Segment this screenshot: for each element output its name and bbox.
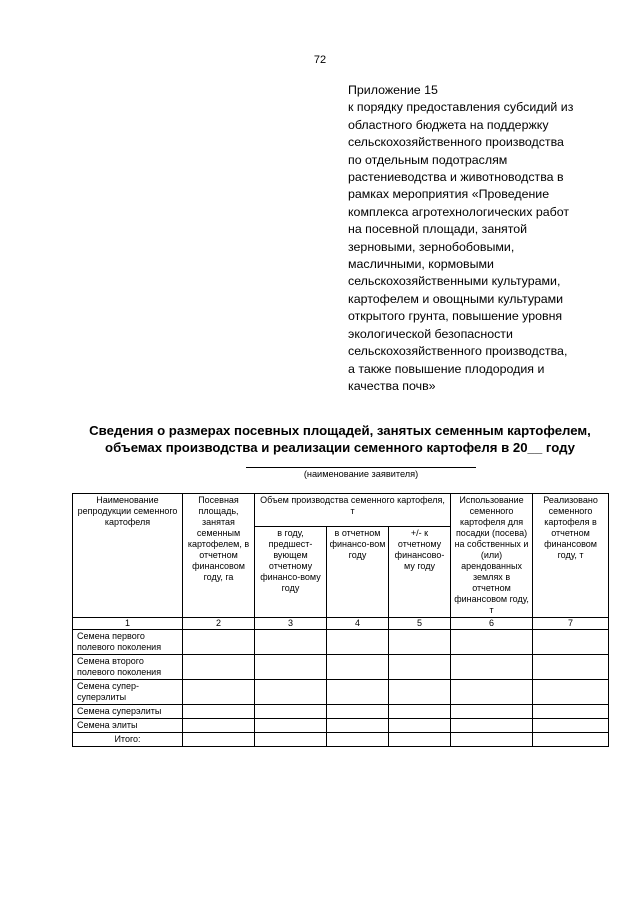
row-label: Семена суперэлиты: [73, 705, 183, 719]
column-number: 3: [255, 618, 327, 630]
table-cell[interactable]: [533, 680, 609, 705]
column-number: 1: [73, 618, 183, 630]
table-cell[interactable]: [255, 705, 327, 719]
header-usage: Использование семенного картофеля для посадки (посева) на собственных и (или) арендованных землях в отчетном финансовом году, т: [451, 494, 533, 618]
header-reporting-year: в отчетном финансо-вом году: [327, 526, 389, 617]
appendix-line: зерновыми, зернобобовыми,: [348, 239, 515, 254]
appendix-line: комплекса агротехнологических работ: [348, 204, 570, 219]
document-title-line2: объемах производства и реализации семенного картофеля в 20__ году: [105, 439, 575, 455]
appendix-line: по отдельным подотраслям: [348, 152, 508, 167]
appendix-line: областного бюджета на поддержку: [348, 117, 549, 132]
table-cell[interactable]: [451, 705, 533, 719]
table-cell[interactable]: [389, 705, 451, 719]
appendix-line: сельскохозяйственными культурами,: [348, 274, 561, 289]
appendix-line: качества почв»: [348, 378, 436, 393]
column-number: 2: [183, 618, 255, 630]
table-cell[interactable]: [451, 733, 533, 747]
row-label: Семена элиты: [73, 719, 183, 733]
table-cell[interactable]: [327, 655, 389, 680]
table-cell[interactable]: [327, 630, 389, 655]
document-title-line1: Сведения о размерах посевных площадей, занятых семенным картофелем,: [89, 423, 591, 438]
appendix-line: масличными, кормовыми: [348, 257, 494, 272]
table-cell[interactable]: [183, 655, 255, 680]
applicant-name-line: [246, 467, 476, 468]
table-cell[interactable]: [533, 655, 609, 680]
table-cell[interactable]: [451, 630, 533, 655]
appendix-line: экологической безопасности: [348, 326, 513, 341]
table-cell[interactable]: [255, 733, 327, 747]
table-cell[interactable]: [389, 655, 451, 680]
applicant-caption: (наименование заявителя): [303, 469, 419, 479]
table-row: [73, 655, 609, 680]
table-cell[interactable]: [327, 719, 389, 733]
column-number: 4: [327, 618, 389, 630]
table-row: [73, 705, 609, 719]
appendix-line: картофелем и овощными культурами: [348, 291, 564, 306]
document-title: [60, 423, 620, 456]
appendix-line: открытого грунта, повышение уровня: [348, 309, 563, 324]
table-cell[interactable]: [183, 680, 255, 705]
table-cell[interactable]: [255, 630, 327, 655]
row-label: Семена первого полевого поколения: [73, 630, 183, 655]
appendix-line: рамках мероприятия «Проведение: [348, 187, 550, 202]
table-row: [73, 719, 609, 733]
table-cell[interactable]: [255, 719, 327, 733]
header-sown-area: Посевная площадь, занятая семенным картофелем, в отчетном финансовом году, га: [183, 494, 255, 618]
appendix-line: сельскохозяйственного производства: [348, 135, 564, 150]
header-previous-year: в году, предшест-вующем отчетному финансо-вому году: [255, 526, 327, 617]
table-cell[interactable]: [451, 655, 533, 680]
table-row: [73, 680, 609, 705]
data-table: [72, 493, 609, 747]
total-label: Итого:: [73, 733, 183, 747]
appendix-line: а также повышение плодородия и: [348, 361, 545, 376]
table-cell[interactable]: [183, 630, 255, 655]
column-number-row: [73, 618, 609, 630]
table-cell[interactable]: [327, 680, 389, 705]
row-label: Семена второго полевого поколения: [73, 655, 183, 680]
table-cell[interactable]: [533, 630, 609, 655]
table-cell[interactable]: [533, 719, 609, 733]
table-cell[interactable]: [327, 733, 389, 747]
appendix-line: сельскохозяйственного производства,: [348, 344, 568, 359]
table-cell[interactable]: [451, 719, 533, 733]
header-sold: Реализовано семенного картофеля в отчетном финансовом году, т: [533, 494, 609, 618]
column-number: 5: [389, 618, 451, 630]
header-change: +/- к отчетному финансово-му году: [389, 526, 451, 617]
table-cell[interactable]: [327, 705, 389, 719]
table-cell[interactable]: [183, 733, 255, 747]
header-production-volume: Объем производства семенного картофеля, т: [255, 494, 451, 527]
total-row: [73, 733, 609, 747]
header-reproduction: Наименование репродукции семенного картофеля: [73, 494, 183, 618]
table-cell[interactable]: [451, 680, 533, 705]
table-cell[interactable]: [255, 680, 327, 705]
table-cell[interactable]: [389, 719, 451, 733]
table-cell[interactable]: [533, 733, 609, 747]
page-number: 72: [313, 54, 327, 66]
appendix-line: к порядку предоставления субсидий из: [348, 100, 574, 115]
table-cell[interactable]: [389, 680, 451, 705]
appendix-block: [348, 82, 610, 395]
table-row: [73, 630, 609, 655]
table-cell[interactable]: [255, 655, 327, 680]
table-cell[interactable]: [183, 705, 255, 719]
appendix-line: растениеводства и животноводства в: [348, 170, 564, 185]
table-cell[interactable]: [183, 719, 255, 733]
table-cell[interactable]: [533, 705, 609, 719]
table-cell[interactable]: [389, 630, 451, 655]
row-label: Семена супер-суперэлиты: [73, 680, 183, 705]
table-header-row: [73, 494, 609, 527]
column-number: 7: [533, 618, 609, 630]
column-number: 6: [451, 618, 533, 630]
table-cell[interactable]: [389, 733, 451, 747]
appendix-title: Приложение 15: [348, 83, 438, 97]
appendix-line: на посевной площади, занятой: [348, 222, 528, 237]
